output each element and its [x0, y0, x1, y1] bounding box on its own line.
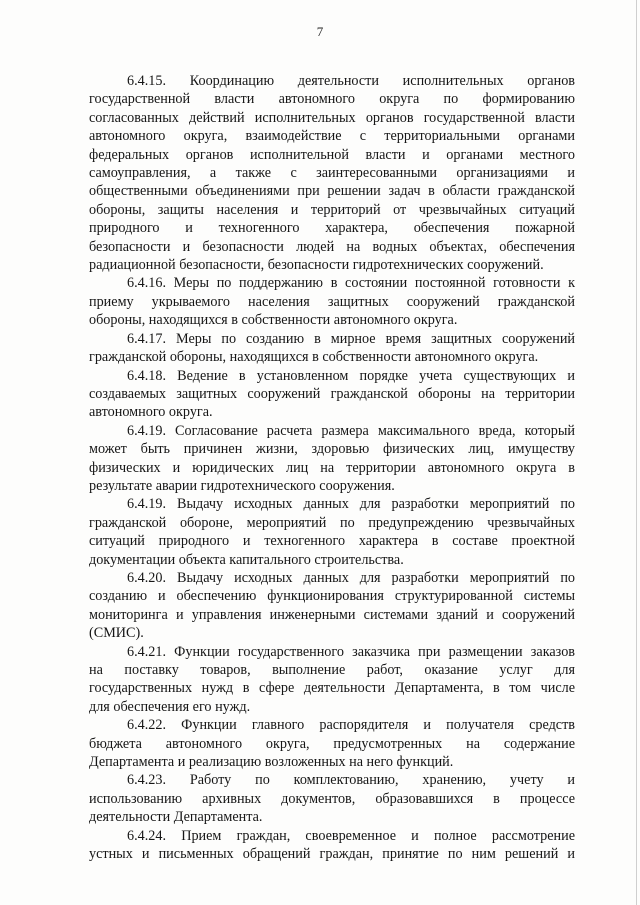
paragraph-line: 6.4.19. Выдачу исходных данных для разработки мероприятий по	[127, 496, 575, 513]
paragraph-line: устных и письменных обращений граждан, принятие по ним решений и	[89, 846, 575, 863]
paragraph-6-4-21	[89, 643, 575, 717]
paragraph-line: создаваемых защитных сооружений гражданской обороны на территории	[89, 385, 575, 402]
paragraph-6-4-19a	[89, 422, 575, 496]
paragraph-line: на поставку товаров, выполнение работ, оказание услуг для	[89, 662, 575, 678]
paragraph-6-4-17	[89, 330, 575, 367]
paragraph-line: общественными объединениями при решении задач в области гражданской	[89, 183, 575, 200]
paragraph-6-4-23	[89, 771, 575, 826]
page-number: 7	[316, 24, 324, 39]
paragraph-6-4-19b	[89, 495, 575, 569]
paragraph-line: государственной власти автономного округа по формированию	[89, 91, 575, 108]
paragraph-line: обороны, находящихся в собственности автономного округа.	[89, 312, 458, 329]
paragraph-line: государственных нужд в сфере деятельности Департамента, в том числе	[89, 680, 575, 697]
paragraph-line: 6.4.17. Меры по созданию в мирное время защитных сооружений	[127, 330, 575, 347]
paragraph-line: безопасности и безопасности людей на водных объектах, обеспечения	[89, 238, 575, 255]
paragraph-line: 6.4.18. Ведение в установленном порядке учета существующих и	[127, 367, 575, 384]
paragraph-line: 6.4.15. Координацию деятельности исполнительных органов	[127, 73, 575, 89]
paragraph-line: созданию и обеспечению функционирования структурированной системы	[89, 588, 575, 605]
paragraph-line: федеральных органов исполнительной власти и органами местного	[89, 146, 575, 163]
paragraph-line: 6.4.19. Согласование расчета размера максимального вреда, который	[127, 422, 575, 439]
paragraph-line: может быть причинен жизни, здоровью физических лиц, имуществу	[89, 441, 575, 458]
paragraph-line: деятельности Департамента.	[89, 809, 263, 826]
paragraph-line: результате аварии гидротехнического сооружения.	[89, 477, 395, 494]
scan-edge-line	[636, 0, 637, 905]
paragraph-line: ситуаций природного и техногенного характера в составе проектной	[89, 533, 575, 550]
paragraph-line: 6.4.22. Функции главного распорядителя и получателя средств	[127, 717, 575, 734]
paragraph-line: согласованных действий исполнительных органов государственной власти	[89, 109, 575, 126]
paragraph-6-4-20	[89, 569, 575, 643]
paragraph-line: для обеспечения его нужд.	[89, 698, 251, 715]
paragraph-line: 6.4.23. Работу по комплектованию, хранению, учету и	[127, 772, 575, 789]
paragraph-line: 6.4.24. Прием граждан, своевременное и полное рассмотрение	[127, 827, 575, 844]
paragraph-line: физических и юридических лиц на территории автономного округа в	[89, 459, 575, 476]
paragraph-line: самоуправления, а также с заинтересованными организациями и	[89, 165, 575, 182]
paragraph-line: бюджета автономного округа, предусмотренных на содержание	[89, 735, 575, 752]
paragraph-6-4-18	[89, 367, 575, 422]
document-body	[89, 72, 575, 863]
paragraph-line: 6.4.21. Функции государственного заказчика при размещении заказов	[127, 643, 575, 660]
paragraph-line: мониторинга и управления инженерными системами зданий и сооружений	[89, 606, 575, 623]
paragraph-line: использованию архивных документов, образовавшихся в процессе	[89, 790, 575, 807]
paragraph-line: Департамента и реализацию возложенных на него функций.	[89, 754, 454, 771]
paragraph-line: природного и техногенного характера, обеспечения пожарной	[89, 220, 575, 237]
paragraph-line: 6.4.20. Выдачу исходных данных для разработки мероприятий по	[127, 569, 575, 586]
paragraph-6-4-15	[89, 72, 575, 274]
paragraph-line: 6.4.16. Меры по поддержанию в состоянии постоянной готовности к	[127, 275, 575, 292]
paragraph-line: автономного округа, взаимодействие с территориальными органами	[89, 128, 575, 145]
paragraph-line: автономного округа.	[89, 404, 213, 421]
paragraph-line: гражданской обороны, находящихся в собственности автономного округа.	[89, 349, 539, 366]
paragraph-6-4-24	[89, 827, 575, 864]
paragraph-line: документации объекта капитального строительства.	[89, 551, 404, 568]
paragraph-line: гражданской обороне, мероприятий по предупреждению чрезвычайных	[89, 514, 575, 531]
paragraph-line: приему укрываемого населения защитных сооружений гражданской	[89, 293, 575, 310]
paragraph-6-4-22	[89, 716, 575, 771]
paragraph-line: радиационной безопасности, безопасности гидротехнических сооружений.	[89, 257, 544, 274]
paragraph-line: (СМИС).	[89, 625, 144, 642]
paragraph-6-4-16	[89, 274, 575, 329]
paragraph-line: обороны, защиты населения и территорий от чрезвычайных ситуаций	[89, 201, 575, 218]
